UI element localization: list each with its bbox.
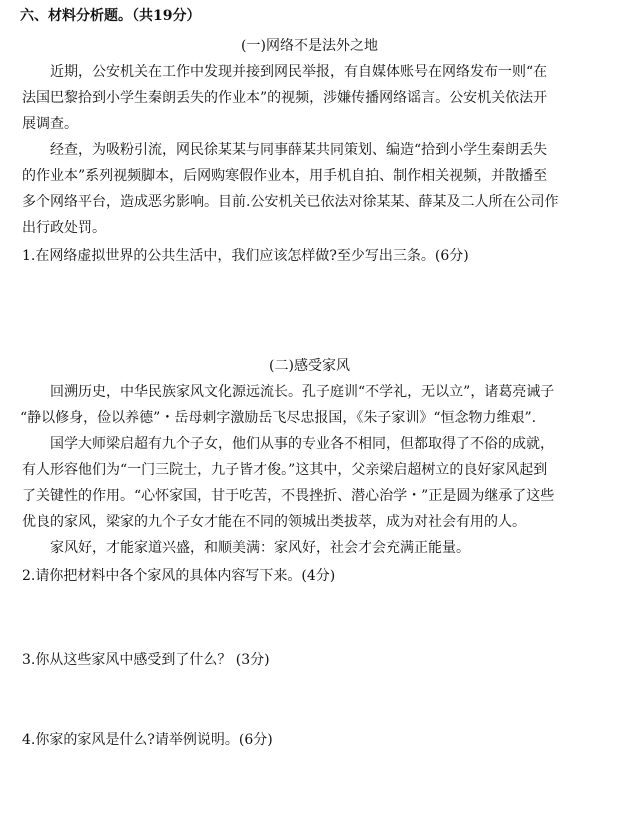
part1-paragraph-line: 的作业本”系列视频脚本，后网购寒假作业本，用手机自拍、制作相关视频，并散播至 <box>22 168 548 184</box>
part1-title: (一)网络不是法外之地 <box>241 38 378 54</box>
section-heading: 六、材料分析题。（共19分） <box>20 8 201 24</box>
question-2: 2.请你把材料中各个家风的具体内容写下来。(4分) <box>22 568 336 584</box>
part1-paragraph-line: 展调查。 <box>22 116 78 132</box>
question-4: 4.你家的家风是什么?请举例说明。(6分) <box>22 732 273 748</box>
part2-paragraph-line: 优良的家风，梁家的九个子女才能在不同的领城出类拔萃，成为对社会有用的人。 <box>22 514 526 530</box>
question-1: 1.在网络虚拟世界的公共生活中，我们应该怎样做?至少写出三条。(6分) <box>22 248 469 264</box>
part1-paragraph-line: 法国巴黎拾到小学生秦朗丢失的作业本”的视频，涉嫌传播网络谣言。公安机关依法开 <box>22 90 548 106</box>
part2-title: (二)感受家风 <box>269 358 350 374</box>
part2-paragraph-line: 家风好，才能家道兴盛，和顺美满：家风好，社会才会充满正能量。 <box>50 540 470 556</box>
part1-paragraph-line: 近期，公安机关在工作中发现并接到网民举报，有自媒体账号在网络发布一则“在 <box>50 64 548 80</box>
part2-paragraph-line: 回溯历史，中华民族家风文化源远流长。孔子庭训“不学礼，无以立”，诸葛亮诫子 <box>50 384 555 400</box>
part2-paragraph-line: “静以修身，俭以养德”・岳母刺字激励岳飞尽忠报国，《朱子家训》“恒念物力维艰”. <box>20 410 537 426</box>
question-3: 3.你从这些家风中感受到了什么？ (3分) <box>22 652 270 668</box>
part1-paragraph-line: 经查，为吸粉引流，网民徐某某与同事薛某共同策划、编造“拾到小学生秦朗丢失 <box>50 142 548 158</box>
part2-paragraph-line: 国学大师梁启超有九个子女，他们从事的专业各不相同，但都取得了不俗的成就， <box>50 436 554 452</box>
part2-paragraph-line: 了关键性的作用。“心怀家国，甘于吃苦，不畏挫折、潜心治学・”正是圆为继承了这些 <box>22 488 555 504</box>
part1-paragraph-line: 出行政处罚。 <box>22 220 106 236</box>
part1-paragraph-line: 多个网络平台，造成恶劣影响。目前.公安机关已依法对徐某某、薛某及二人所在公司作 <box>22 194 559 210</box>
part2-paragraph-line: 有人形容他们为“一门三院士，九子皆才俊。”这其中，父亲梁启超树立的良好家风起到 <box>22 462 548 478</box>
